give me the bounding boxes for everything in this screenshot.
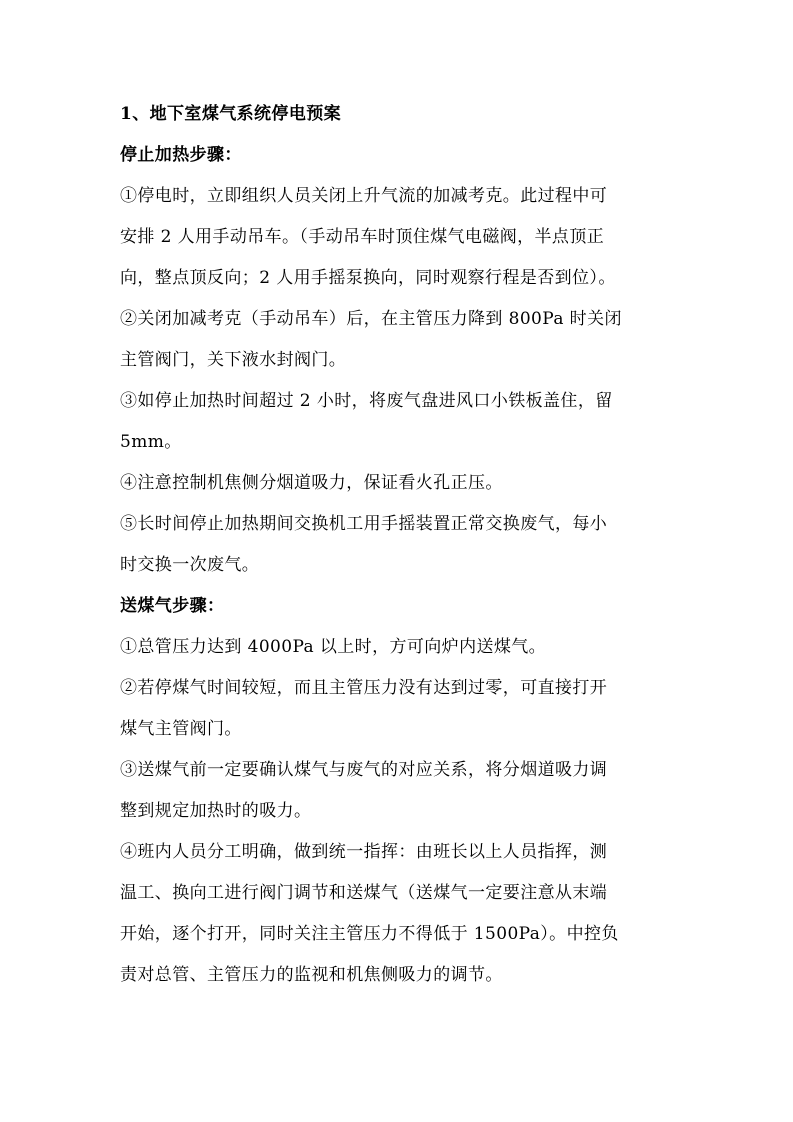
paragraph-line: 安排 2 人用手动吊车。（手动吊车时顶住煤气电磁阀，半点顶正 bbox=[120, 227, 605, 247]
paragraph-line: ③如停止加热时间超过 2 小时，将废气盘进风口小铁板盖住，留 bbox=[120, 391, 613, 411]
paragraph-line: 整到规定加热时的吸力。 bbox=[120, 801, 312, 821]
section-title-stop-heating: 停止加热步骤： bbox=[120, 145, 242, 165]
paragraph-line: 煤气主管阀门。 bbox=[120, 719, 242, 739]
paragraph-line: ②关闭加减考克（手动吊车）后，在主管压力降到 800Pa 时关闭 bbox=[120, 309, 622, 329]
paragraph-line: 开始，逐个打开，同时关注主管压力不得低于 1500Pa）。中控负 bbox=[120, 924, 619, 944]
paragraph-line: ④注意控制机焦侧分烟道吸力，保证看火孔正压。 bbox=[120, 473, 503, 493]
paragraph-line: 责对总管、主管压力的监视和机焦侧吸力的调节。 bbox=[120, 965, 503, 985]
paragraph-line: ①总管压力达到 4000Pa 以上时，方可向炉内送煤气。 bbox=[120, 637, 547, 657]
paragraph-line: ②若停煤气时间较短，而且主管压力没有达到过零，可直接打开 bbox=[120, 678, 608, 698]
paragraph-line: 时交换一次废气。 bbox=[120, 555, 260, 575]
paragraph-line: ①停电时，立即组织人员关闭上升气流的加减考克。此过程中可 bbox=[120, 186, 608, 206]
paragraph-line: ③送煤气前一定要确认煤气与废气的对应关系，将分烟道吸力调 bbox=[120, 760, 608, 780]
paragraph-line: 温工、换向工进行阀门调节和送煤气（送煤气一定要注意从末端 bbox=[120, 883, 608, 903]
document-heading: 1、地下室煤气系统停电预案 bbox=[120, 104, 342, 124]
paragraph-line: 5mm。 bbox=[120, 432, 182, 452]
section-title-send-gas: 送煤气步骤： bbox=[120, 596, 225, 616]
paragraph-line: ④班内人员分工明确，做到统一指挥：由班长以上人员指挥，测 bbox=[120, 842, 608, 862]
paragraph-line: ⑤长时间停止加热期间交换机工用手摇装置正常交换废气，每小 bbox=[120, 514, 608, 534]
document-page bbox=[120, 94, 680, 996]
paragraph-line: 向，整点顶反向；2 人用手摇泵换向，同时观察行程是否到位）。 bbox=[120, 268, 616, 288]
paragraph-line: 主管阀门，关下液水封阀门。 bbox=[120, 350, 347, 370]
